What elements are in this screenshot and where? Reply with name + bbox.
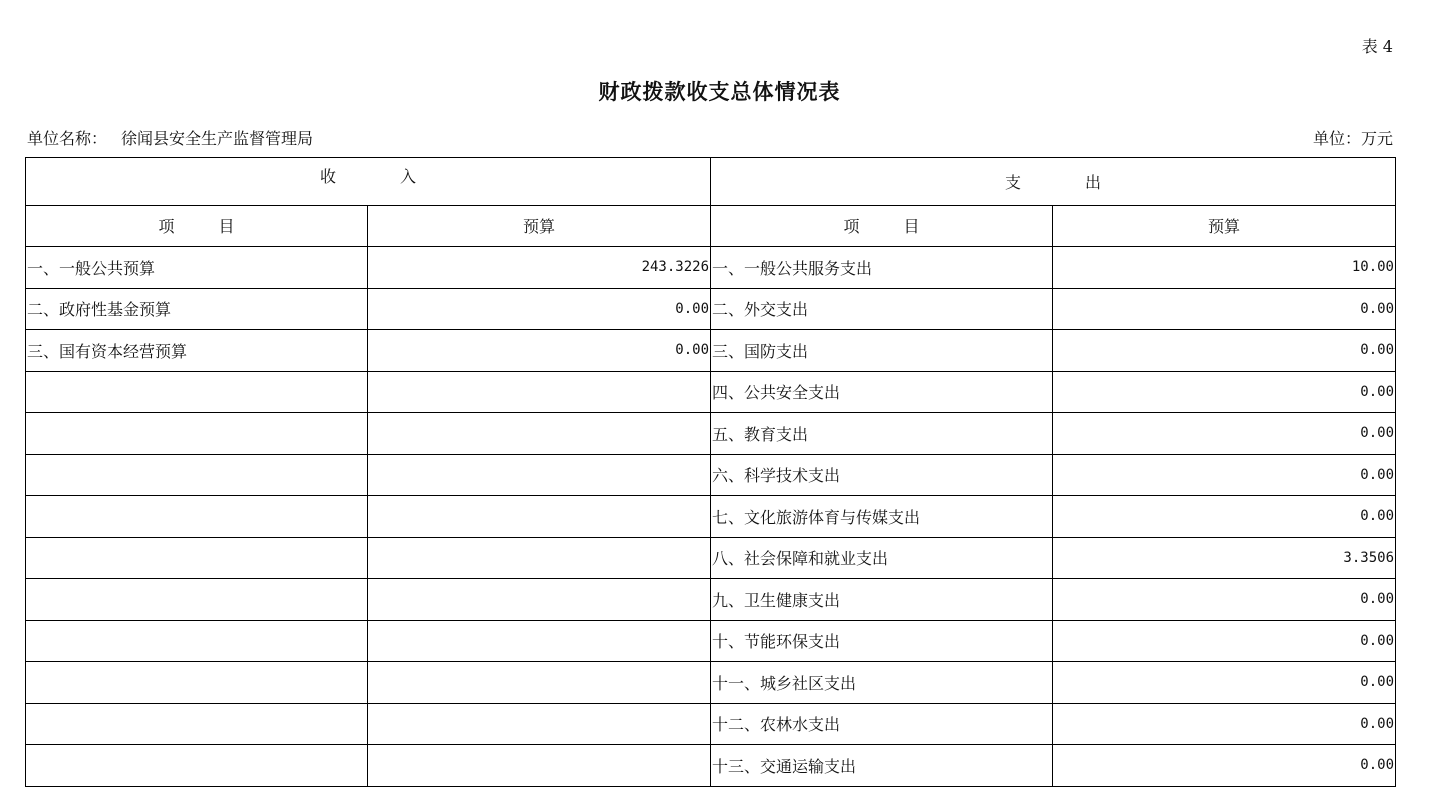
income-value-cell: 243.3226	[368, 247, 711, 289]
expense-value-cell: 0.00	[1053, 703, 1396, 745]
income-item-cell	[26, 662, 368, 704]
expense-item-cell: 六、科学技术支出	[711, 454, 1053, 496]
income-value-cell	[368, 413, 711, 455]
table-row	[26, 579, 1396, 621]
income-item-cell	[26, 745, 368, 787]
expense-item-cell: 二、外交支出	[711, 288, 1053, 330]
expense-item-cell: 十二、农林水支出	[711, 703, 1053, 745]
expense-value-cell: 0.00	[1053, 662, 1396, 704]
unit-name-value: 徐闻县安全生产监督管理局	[121, 129, 314, 148]
expense-item-cell: 一、一般公共服务支出	[711, 247, 1053, 289]
table-row	[26, 496, 1396, 538]
income-item-cell	[26, 703, 368, 745]
expense-value-cell: 0.00	[1053, 620, 1396, 662]
table-row	[26, 454, 1396, 496]
income-value-cell: 0.00	[368, 330, 711, 372]
income-value-cell	[368, 454, 711, 496]
unit-measure: 单位：万元	[1312, 129, 1393, 148]
unit-name	[27, 126, 313, 149]
expense-value-cell: 0.00	[1053, 330, 1396, 372]
income-value-cell	[368, 745, 711, 787]
income-item-cell: 三、国有资本经营预算	[26, 330, 368, 372]
income-item-cell: 一、一般公共预算	[26, 247, 368, 289]
expense-item-header-char-1: 项	[843, 217, 860, 237]
income-value-cell	[368, 579, 711, 621]
table-row	[26, 745, 1396, 787]
column-header-row	[26, 205, 1396, 247]
document-title: 财政拨款收支总体情况表	[598, 79, 841, 104]
table-row	[26, 371, 1396, 413]
income-item-cell: 二、政府性基金预算	[26, 288, 368, 330]
expense-value-cell: 0.00	[1053, 371, 1396, 413]
expense-item-cell: 十三、交通运输支出	[711, 745, 1053, 787]
expense-value-cell: 0.00	[1053, 745, 1396, 787]
table-number: 表 4	[1361, 37, 1393, 56]
income-header-char-2: 入	[400, 167, 417, 186]
income-item-header-char-1: 项	[158, 217, 175, 237]
income-item-cell	[26, 413, 368, 455]
expense-item-cell: 九、卫生健康支出	[711, 579, 1053, 621]
expense-value-cell: 0.00	[1053, 288, 1396, 330]
income-value-cell	[368, 703, 711, 745]
expense-value-cell: 0.00	[1053, 413, 1396, 455]
expense-item-column-header	[711, 205, 1053, 247]
expense-budget-column-header: 预算	[1053, 205, 1396, 247]
income-item-cell	[26, 454, 368, 496]
section-header-row	[26, 158, 1396, 206]
table-row	[26, 662, 1396, 704]
income-value-cell	[368, 662, 711, 704]
income-header-char-1: 收	[319, 167, 336, 186]
income-value-cell	[368, 537, 711, 579]
expense-item-cell: 十、节能环保支出	[711, 620, 1053, 662]
expense-item-cell: 四、公共安全支出	[711, 371, 1053, 413]
table-row	[26, 537, 1396, 579]
income-item-cell	[26, 537, 368, 579]
income-value-cell: 0.00	[368, 288, 711, 330]
table-row	[26, 413, 1396, 455]
income-item-cell	[26, 496, 368, 538]
income-item-cell	[26, 620, 368, 662]
expense-item-cell: 三、国防支出	[711, 330, 1053, 372]
income-section-header	[26, 158, 711, 206]
income-item-cell	[26, 579, 368, 621]
unit-name-label: 单位名称：	[27, 129, 108, 148]
table-row	[26, 620, 1396, 662]
expense-section-header	[711, 158, 1396, 206]
expense-item-cell: 十一、城乡社区支出	[711, 662, 1053, 704]
income-item-header-char-2: 目	[218, 217, 235, 237]
expense-item-cell: 五、教育支出	[711, 413, 1053, 455]
expense-header-char-1: 支	[1004, 172, 1021, 192]
expense-header-char-2: 出	[1085, 172, 1102, 192]
income-item-column-header	[26, 205, 368, 247]
expense-value-cell: 0.00	[1053, 454, 1396, 496]
table-row	[26, 703, 1396, 745]
table-row	[26, 288, 1396, 330]
income-value-cell	[368, 371, 711, 413]
income-value-cell	[368, 496, 711, 538]
income-value-cell	[368, 620, 711, 662]
expense-value-cell: 10.00	[1053, 247, 1396, 289]
income-item-cell	[26, 371, 368, 413]
expense-value-cell: 0.00	[1053, 496, 1396, 538]
budget-table	[25, 157, 1396, 787]
expense-value-cell: 0.00	[1053, 579, 1396, 621]
table-row	[26, 330, 1396, 372]
income-budget-column-header: 预算	[368, 205, 711, 247]
table-row	[26, 247, 1396, 289]
expense-item-cell: 八、社会保障和就业支出	[711, 537, 1053, 579]
expense-value-cell: 3.3506	[1053, 537, 1396, 579]
expense-item-header-char-2: 目	[903, 217, 920, 237]
expense-item-cell: 七、文化旅游体育与传媒支出	[711, 496, 1053, 538]
